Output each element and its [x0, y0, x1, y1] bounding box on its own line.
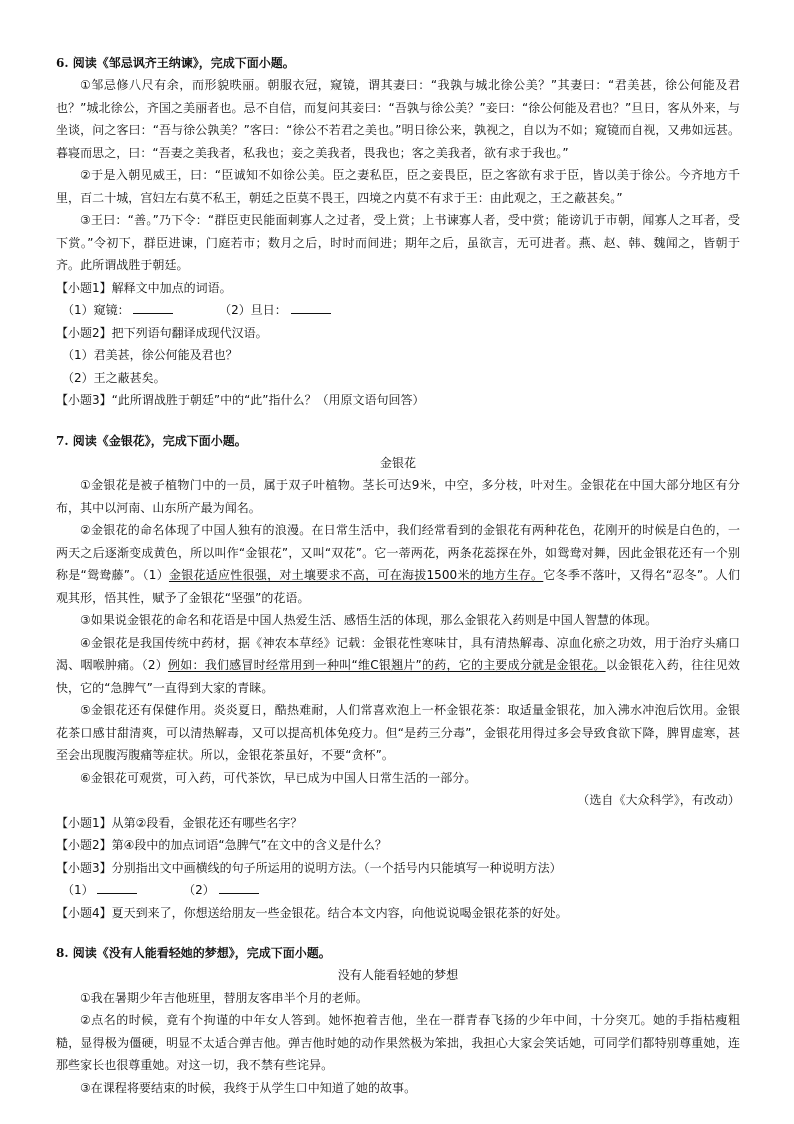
q7-paragraph-6: ⑥金银花可观赏，可入药，可代茶饮，早已成为中国人日常生活的一部分。	[80, 770, 477, 785]
q6-paragraph-2: ②于是入朝见威王，曰：“臣诚知不如徐公美。臣之妻私臣，臣之妾畏臣，臣之客欲有求于臣，皆以美于徐公。今齐地方千里，百二十城，宫妇左右莫不私王，朝廷之臣莫不畏王，四境之内莫不有求于王：由此观之，王之蔽甚矣。”	[56, 168, 740, 205]
q7-source: （选自《大众科学》，有改动）	[577, 793, 740, 807]
q7-s3b-label: （2）	[183, 883, 215, 897]
q7-p4-text-a: ④金银花是我国传统中药材，据《神农本草经》记载：金银花性寒味甘，具有清热解毒、凉血化瘀之功效，用于治疗头痛口渴、咽喉肿痛。（2）	[56, 635, 740, 672]
page	[56, 52, 740, 1099]
q6-s1b-label: （2）旦日：	[219, 303, 287, 317]
q7-paragraph-1: ①金银花是被子植物门中的一员，属于双子叶植物。茎长可达9米，中空，多分枝，叶对生。金银花在中国大部分地区有分布，其中以河南、山东所产最为闻名。	[56, 478, 740, 515]
q7-p4-text-b: 以金银花入药，往往见效快，它的“急脾气”一直得到大家的青睐。	[56, 658, 740, 695]
q7-subquestion-4: 【小题4】夏天到来了，你想送给朋友一些金银花。结合本文内容，向他说说喝金银花茶的好处。	[56, 905, 568, 920]
q6-subquestion-2: 【小题2】把下列语句翻译成现代汉语。	[56, 325, 268, 340]
q6-subquestion-1: 【小题1】解释文中加点的词语。	[56, 280, 232, 295]
q6-subquestion-3: 【小题3】“此所谓战胜于朝廷”中的“此”指什么？（用原文语句回答）	[56, 393, 425, 407]
q6-title: 6. 阅读《邹忌讽齐王纳谏》，完成下面小题。	[56, 56, 295, 70]
q6-subquestion-1-blanks	[56, 299, 740, 322]
q8-heading: 没有人能看轻她的梦想	[337, 968, 459, 982]
q7-title: 7. 阅读《金银花》，完成下面小题。	[56, 433, 247, 448]
answer-blank[interactable]	[133, 301, 173, 314]
q7-p2-text-a: ②金银花的命名体现了中国人独有的浪漫。在日常生活中，我们经常看到的金银花有两种花色，花刚开的时候是白色的，一两天之后逐渐变成黄色，所以叫作“金银花”，又叫“双花”。它一蒂两花，两条花蕊探在外，如鸳鸯对舞，因此金银花还有一个别称是“鸳鸯藤”。（1）	[56, 523, 740, 582]
q7-p2-text-b: 它冬季不落叶，又得名“忍冬”。人们观其形，悟其性，赋予了金银花“坚强”的花语。	[56, 568, 740, 605]
q8-title: 8. 阅读《没有人能看轻她的梦想》，完成下面小题。	[56, 946, 331, 960]
q7-s3a-label: （1）	[62, 883, 94, 897]
q7-subquestion-3-blanks	[56, 879, 740, 902]
q6-paragraph-1: ①邹忌修八尺有余，而形貌昳丽。朝服衣冠，窥镜，谓其妻曰：“我孰与城北徐公美？”其妻曰：“君美甚，徐公何能及君也？”城北徐公，齐国之美丽者也。忌不自信，而复问其妾曰：“吾孰与徐公美？”妾曰：“徐公何能及君也？”旦日，客从外来，与坐谈，问之客曰：“吾与徐公孰美？”客曰：“徐公不若君之美也。”明日徐公来，孰视之，自以为不如；窥镜而自视，又弗如远甚。暮寝而思之，曰：“吾妻之美我者，私我也；妾之美我者，畏我也；客之美我者，欲有求于我也。”	[56, 78, 740, 160]
q7-p2-underlined-sentence: 金银花适应性很强，对土壤要求不高，可在海拔1500米的地方生存。	[168, 568, 544, 582]
q6-paragraph-3: ③王曰：“善。”乃下令：“群臣吏民能面刺寡人之过者，受上赏；上书谏寡人者，受中赏；能谤讥于市朝，闻寡人之耳者，受下赏。”令初下，群臣进谏，门庭若市；数月之后，时时而间进；期年之后，虽欲言，无可进者。燕、赵、韩、魏闻之，皆朝于齐。此所谓战胜于朝廷。	[56, 213, 740, 272]
q7-paragraph-3: ③如果说金银花的命名和花语是中国人热爱生活、感悟生活的体现，那么金银花入药则是中国人智慧的体现。	[80, 613, 658, 627]
q6-subquestion-2b: （2）王之蔽甚矣。	[62, 370, 166, 385]
answer-blank[interactable]	[291, 301, 331, 314]
answer-blank[interactable]	[97, 881, 137, 894]
q6-subquestion-2a: （1）君美甚，徐公何能及君也？	[62, 348, 238, 362]
q7-subquestion-3: 【小题3】分别指出文中画横线的句子所运用的说明方法。（一个括号内只能填写一种说明方法）	[56, 860, 562, 875]
q8-paragraph-3: ③在课程将要结束的时候，我终于从学生口中知道了她的故事。	[80, 1080, 417, 1095]
q8-paragraph-1: ①我在暑期少年吉他班里，替朋友客串半个月的老师。	[80, 990, 368, 1005]
q7-subquestion-2: 【小题2】第④段中的加点词语“急脾气”在文中的含义是什么？	[56, 838, 387, 852]
q7-heading: 金银花	[379, 455, 417, 470]
q7-paragraph-2	[56, 519, 740, 609]
q7-paragraph-5: ⑤金银花还有保健作用。炎炎夏日，酷热难耐，人们常喜欢泡上一杯金银花茶：取适量金银花，加入沸水冲泡后饮用。金银花茶口感甘甜清爽，可以清热解毒，又可以提高机体免疫力。但“是药三分毒”，金银花用得过多会导致食欲下降，脾胃虚寒，甚至会出现腹泻腹痛等症状。所以，金银花茶虽好，不要“贪杯”。	[56, 703, 740, 762]
answer-blank[interactable]	[219, 881, 259, 894]
q8-paragraph-2: ②点名的时候，竟有个拘谨的中年女人答到。她怀抱着吉他，坐在一群青春飞扬的少年中间，十分突兀。她的手指枯瘦粗糙，显得极为僵硬，明显不太适合弹吉他。弹吉他时她的动作果然极为笨拙，我担心大家会笑话她，可同学们都特别尊重她，连那些家长也很尊重她。对这一切，我不禁有些诧异。	[56, 1013, 740, 1072]
q6-s1a-label: （1）窥镜：	[62, 303, 130, 317]
q7-p4-underlined-sentence: 例如：我们感冒时经常用到一种叫“维C银翘片”的药，它的主要成分就是金银花。	[168, 658, 606, 672]
q7-subquestion-1: 【小题1】从第②段看，金银花还有哪些名字？	[56, 815, 303, 830]
q7-paragraph-4	[56, 632, 740, 700]
